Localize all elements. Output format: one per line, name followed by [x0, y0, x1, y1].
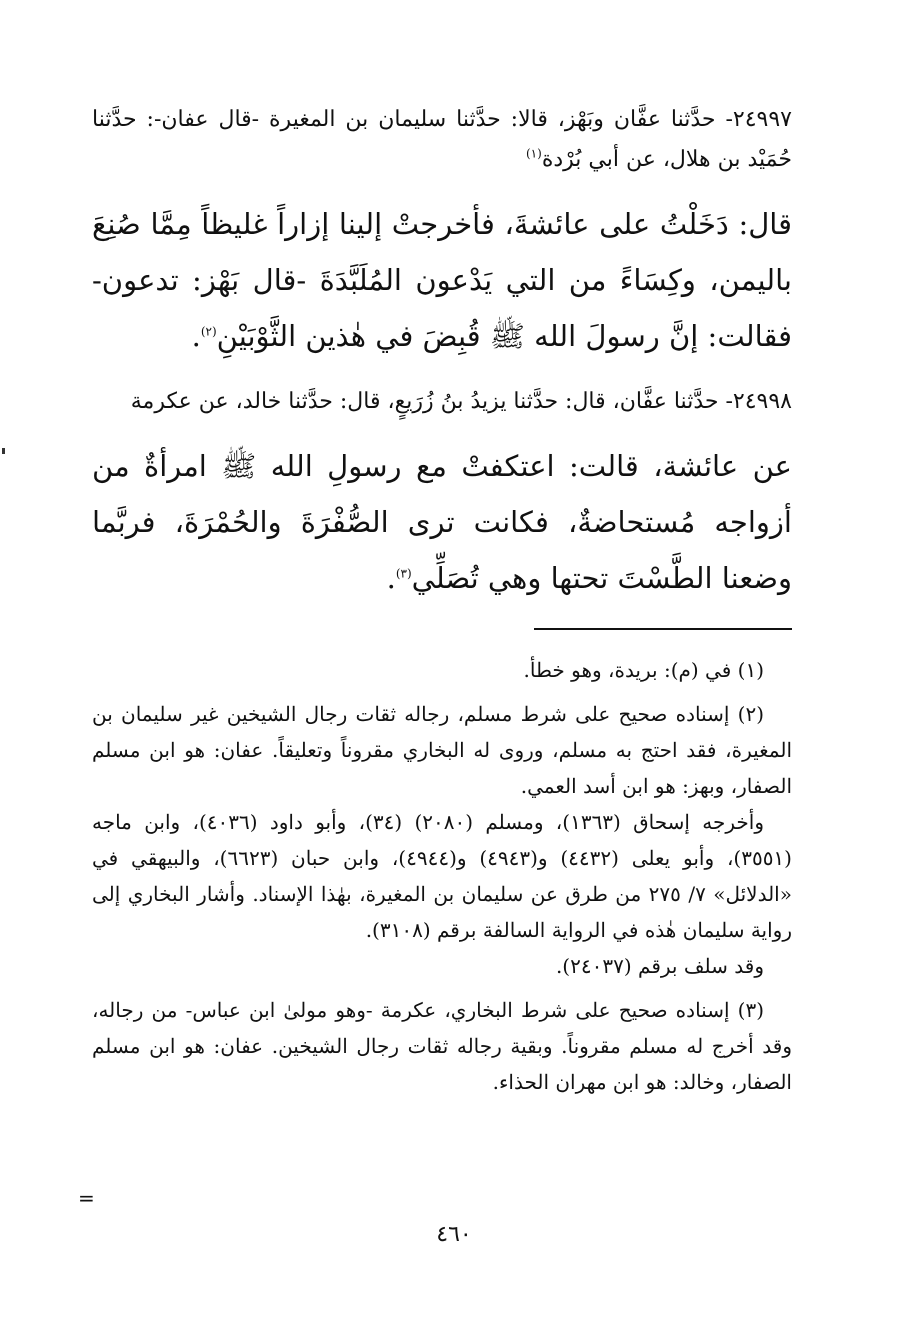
hadith-24998-matn — [92, 438, 792, 606]
matn-end: . — [191, 319, 201, 353]
footnote-1-text: (١) في (م): بريدة، وهو خطأ. — [523, 658, 764, 682]
footnote-ref-1: (١) — [525, 146, 542, 161]
matn-end: . — [386, 561, 396, 595]
footnote-3 — [92, 992, 792, 1100]
matn-text: قال: دَخَلْتُ على عائشةَ، فأخرجتْ إلينا إزاراً غليظاً مِمَّا صُنِعَ باليمن، وكِسَاءً من التي يَدْعون المُلَبَّدَةَ -قال بَهْز: تدعون- فقالت: إنَّ رسولَ الله ﷺ قُبِضَ في هٰذين الثَّوْبَيْنِ — [92, 207, 792, 353]
hadith-24997-matn — [92, 196, 792, 364]
footnote-2-para-2: وأخرجه إسحاق (١٣٦٣)، ومسلم (٢٠٨٠) (٣٤)، وأبو داود (٤٠٣٦)، وابن ماجه (٣٥٥١)، وأبو يعلى (٤٤٣٢) و(٤٩٤٣) و(٤٩٤٤)، وابن حبان (٦٦٢٣)، والبيهقي في «الدلائل» ٧/ ٢٧٥ من طرق عن سليمان بن المغيرة، بهٰذا الإسناد. وأشار البخاري إلى رواية سليمان هٰذه في الرواية السالفة برقم (٣١٠٨). — [92, 810, 792, 942]
matn-text: عن عائشة، قالت: اعتكفتْ مع رسولِ الله ﷺ امرأةٌ من أزواجه مُستحاضةٌ، فكانت ترى الصُّفْرَةَ والحُمْرَةَ، فربَّما وضعنا الطَّسْتَ تحتها وهي تُصَلِّي — [92, 449, 792, 595]
isnad-text: ٢٤٩٩٨- حدَّثنا عفَّان، قال: حدَّثنا يزيدُ بنُ زُرَيعٍ، قال: حدَّثنا خالد، عن عكرمة — [130, 389, 792, 414]
footnote-ref-2: (٢) — [200, 324, 217, 339]
hadith-24998-isnad — [92, 382, 792, 422]
footnote-2 — [92, 696, 792, 984]
footnote-ref-3: (٣) — [395, 566, 412, 581]
continuation-mark: = — [78, 1186, 95, 1210]
footnote-2-para-1: (٢) إسناده صحيح على شرط مسلم، رجاله ثقات رجال الشيخين غير سليمان بن المغيرة، فقد احتج به مسلم، وروى له البخاري مقروناً وتعليقاً. عفان: هو ابن مسلم الصفار، وبهز: هو ابن أسد العمي. — [92, 702, 792, 798]
hadith-24997-isnad — [92, 100, 792, 180]
isnad-text: ٢٤٩٩٧- حدَّثنا عفَّان وبَهْز، قالا: حدَّثنا سليمان بن المغيرة -قال عفان-: حدَّثنا حُمَيْد بن هلال، عن أبي بُرْدة — [92, 107, 792, 172]
page-number: ٤٦٠ — [436, 1222, 472, 1247]
page-content — [92, 100, 792, 1108]
footnote-1 — [92, 652, 792, 688]
margin-mark — [2, 448, 5, 454]
footnote-divider — [534, 628, 792, 630]
footnote-3-text: (٣) إسناده صحيح على شرط البخاري، عكرمة -وهو مولىٰ ابن عباس- من رجاله، وقد أخرج له مسلم مقروناً. وبقية رجاله ثقات رجال الشيخين. عفان: هو ابن مسلم الصفار، وخالد: هو ابن مهران الحذاء. — [92, 998, 792, 1094]
footnote-2-para-3: وقد سلف برقم (٢٤٠٣٧). — [555, 954, 764, 978]
